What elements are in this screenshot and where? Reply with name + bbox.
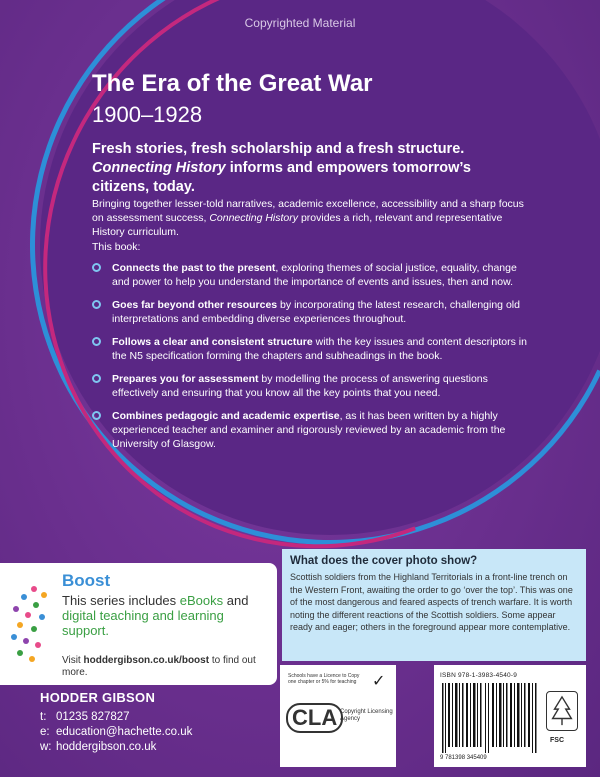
bullet-text: , as it has been written by a highly experienced teacher and examiner and rigorously reviewed by an academic from the University of Glasgow. [112, 410, 506, 450]
contact-phone [40, 710, 192, 725]
list-item [92, 261, 532, 289]
boost-visit-a: Visit [62, 655, 84, 666]
lead-series-name: Connecting History [92, 160, 226, 176]
watermark: Copyrighted Material [244, 16, 356, 30]
barcode-icon [440, 683, 540, 753]
bullet-text: by incorporating the latest research, challenging old interpretations and embedding diverse experiences throughout. [112, 299, 520, 325]
boost-panel [0, 563, 277, 685]
contact-key: t: [40, 711, 47, 723]
cover-photo-box [282, 549, 586, 661]
list-item [92, 409, 532, 451]
boost-title: Boost [62, 571, 111, 590]
contact-key: e: [40, 726, 50, 738]
cla-agency-name: Copyright Licensing Agency [340, 709, 393, 722]
checkmark-icon: ✓ [372, 673, 386, 690]
fsc-label: FSC [550, 737, 564, 744]
bullet-bold: Combines pedagogic and academic expertise [112, 410, 340, 422]
boost-description [62, 593, 267, 638]
bullet-circle-icon [92, 263, 101, 272]
cla-licence-text: Schools have a Licence to Copy one chapter or 5% for teaching [288, 673, 360, 685]
bullet-text: by modelling the process of answering questions effectively and ensuring that you know all the key points that you need. [112, 373, 488, 399]
intro-end: provides a rich, relevant and representative History curriculum. [92, 212, 503, 238]
contact-value[interactable]: education@hachette.co.uk [56, 726, 193, 738]
publisher-name: HODDER GIBSON [40, 690, 156, 705]
contact-value: 01235 827827 [56, 711, 130, 723]
bullet-bold: Follows a clear and consistent structure [112, 336, 313, 348]
cla-logo: CLA [286, 703, 343, 733]
contact-details [40, 710, 192, 755]
this-book-label: This book: [92, 241, 141, 253]
intro-start: Bringing together lesser-told narratives, academic excellence, accessibility and a sharp focus on assessment success, [92, 198, 524, 224]
boost-text-c: and [223, 593, 249, 608]
bullet-circle-icon [92, 374, 101, 383]
bullet-circle-icon [92, 411, 101, 420]
list-item [92, 298, 532, 326]
barcode-box [434, 665, 586, 767]
lead-line1: Fresh stories, fresh scholarship and a fresh structure. [92, 141, 465, 157]
contact-website [40, 740, 192, 755]
intro-series-name: Connecting History [209, 212, 299, 224]
lead-paragraph [92, 140, 532, 197]
boost-digital-support: digital teaching and learning support. [62, 608, 224, 638]
cover-photo-question: What does the cover photo show? [290, 555, 478, 567]
bullet-text: with the key issues and content descriptors in the N5 specification forming the chapters and subheadings in the book. [112, 336, 527, 362]
contact-key: w: [40, 741, 52, 753]
lead-line2: informs and empowers tomorrow’s citizens, today. [92, 160, 471, 195]
bullet-bold: Prepares you for assessment [112, 373, 259, 385]
list-item [92, 372, 532, 400]
fsc-tree-icon [546, 691, 578, 731]
list-item [92, 335, 532, 363]
isbn: ISBN 978-1-3983-4540-9 [440, 672, 518, 679]
barcode-number: 9 781398 345409 [440, 755, 487, 761]
cla-licence-box [280, 665, 396, 767]
feature-list [92, 261, 532, 460]
contact-email [40, 725, 192, 740]
bullet-text: , exploring themes of social justice, equality, change and power to help you understand the importance of events and issues, then and now. [112, 262, 517, 288]
boost-visit-b: to find out more. [62, 655, 256, 678]
intro-paragraph [92, 197, 532, 239]
boost-visit [62, 655, 272, 679]
boost-dots-icon [6, 581, 56, 671]
bullet-bold: Connects the past to the present [112, 262, 276, 274]
boost-text-a: This series includes [62, 593, 180, 608]
bullet-circle-icon [92, 300, 101, 309]
boost-ebooks: eBooks [179, 593, 224, 608]
boost-link[interactable]: hoddergibson.co.uk/boost [83, 655, 210, 666]
book-subtitle: 1900–1928 [92, 102, 203, 127]
cover-photo-answer: Scottish soldiers from the Highland Territorials in a front-line trench on the Western Front, awaiting the order to go ‘over the top’. This was one of the most dangerous and feared aspects of trench warfare. It is worth noting the different reactions of the Scottish soldiers. Some appear ready and eager; others in the foreground appear more contemplative. [290, 572, 573, 632]
book-title: The Era of the Great War [92, 70, 373, 97]
bullet-bold: Goes far beyond other resources [112, 299, 278, 311]
contact-value[interactable]: hoddergibson.co.uk [56, 741, 157, 753]
bullet-circle-icon [92, 337, 101, 346]
